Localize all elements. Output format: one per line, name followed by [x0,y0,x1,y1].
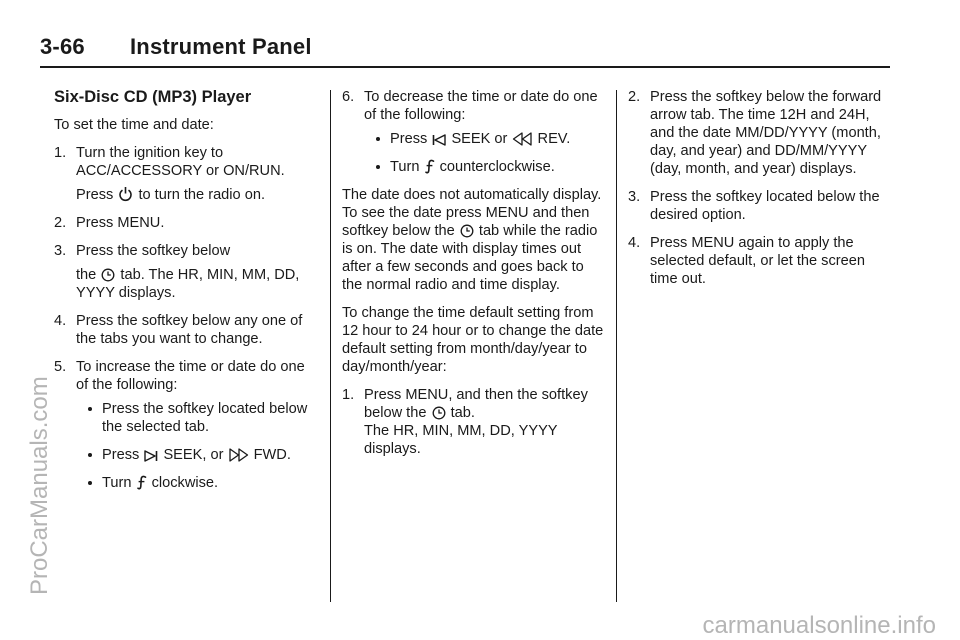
step-2 [628,88,896,178]
bullet-item [76,400,320,436]
default-setting-paragraph: To change the time default setting from 12 hour to 24 hour or to change the date default setting from month/day/year to day/month/year: [342,305,604,375]
bullet-item [76,474,320,492]
step-number: 2. [628,89,641,105]
step-number: 3. [628,189,641,205]
step-text: Press MENU, and then the softkey below the [364,387,588,421]
press-label: Press [390,131,428,147]
column-divider-2 [616,90,617,602]
bottom-watermark: carmanualsonline.info [702,612,936,639]
page-header [40,30,890,68]
fwd-label: FWD. [253,447,291,463]
step-text: Press MENU again to apply the selected default, or let the screen time out. [650,235,865,287]
press-after: to turn the radio on. [138,187,265,203]
tune-knob-icon [137,475,147,490]
tune-knob-icon [425,159,435,174]
column-1 [54,88,320,502]
date-paragraph [342,186,607,294]
bullet-text: Press the softkey located below the selected tab. [102,401,308,435]
step-4 [54,312,320,348]
turn-after: clockwise. [151,475,219,491]
step-6 [342,88,607,176]
column-2 [342,88,607,468]
seek-back-icon [432,134,446,146]
seek-label: SEEK, or [163,447,224,463]
step-3 [628,188,896,224]
fast-forward-icon [229,448,249,462]
press-label: Press [102,447,140,463]
page-number: 3-66 [40,34,85,59]
step-number: 1. [342,387,355,403]
step-text: Press the softkey below [76,243,231,259]
paragraph-text-after: tab while the radio is on. The date with display times out after a few seconds and goes back to the normal radio and time display. [342,223,598,293]
step-1 [342,386,607,458]
step-number: 3. [54,243,67,259]
turn-after: counterclockwise. [439,159,555,175]
step-number: 6. [342,89,355,105]
step-2 [54,214,320,232]
step-text: Turn the ignition key to ACC/ACCESSORY or ON/RUN. [76,145,285,179]
press-label: Press [76,187,114,203]
power-icon [118,186,133,202]
rev-label: REV. [537,131,571,147]
step-subtext: The HR, MIN, MM, DD, YYYY displays. [364,423,558,457]
step-subtext [76,186,320,204]
turn-label: Turn [390,159,420,175]
seek-label: SEEK or [451,131,508,147]
clock-icon [101,268,115,282]
the-label: the [76,267,97,283]
step-text: Press the softkey below the forward arrow tab. The time 12H and 24H, and the date MM/DD/YYYY (month, day, and year) and DD/MM/YYYY (day, month, and year) displays. [650,89,882,177]
step-number: 2. [54,215,67,231]
step-5 [54,358,320,492]
bullet-item [364,130,607,148]
step-4 [628,234,896,288]
step-3 [54,242,320,302]
step-number: 1. [54,145,67,161]
step-text: Press the softkey below any one of the tabs you want to change. [76,313,303,347]
column-divider-1 [330,90,331,602]
step-text-after: tab. The HR, MIN, MM, DD, YYYY displays. [76,267,300,301]
column-3 [628,88,896,298]
step-text: Press MENU. [76,215,165,231]
step-text: Press the softkey located below the desired option. [650,189,880,223]
step-text-after: tab. [450,405,475,421]
rewind-icon [512,132,532,146]
seek-forward-icon [144,450,158,462]
step-number: 5. [54,359,67,375]
clock-icon [460,224,474,238]
clock-icon [432,406,446,420]
section-title: Six-Disc CD (MP3) Player [54,88,252,106]
paragraph-text: The date does not automatically display. To see the date press MENU and then softkey below the [342,187,602,239]
turn-label: Turn [102,475,132,491]
intro-text: To set the time and date: [54,117,214,133]
step-1 [54,144,320,204]
step-text: To decrease the time or date do one of the following: [364,89,598,123]
page-title: Instrument Panel [130,34,312,59]
bullet-item [76,446,320,464]
step-text: To increase the time or date do one of the following: [76,359,305,393]
bullet-item [364,158,607,176]
step-subtext [76,266,320,302]
step-number: 4. [54,313,67,329]
step-number: 4. [628,235,641,251]
side-watermark: ProCarManuals.com [26,376,53,595]
